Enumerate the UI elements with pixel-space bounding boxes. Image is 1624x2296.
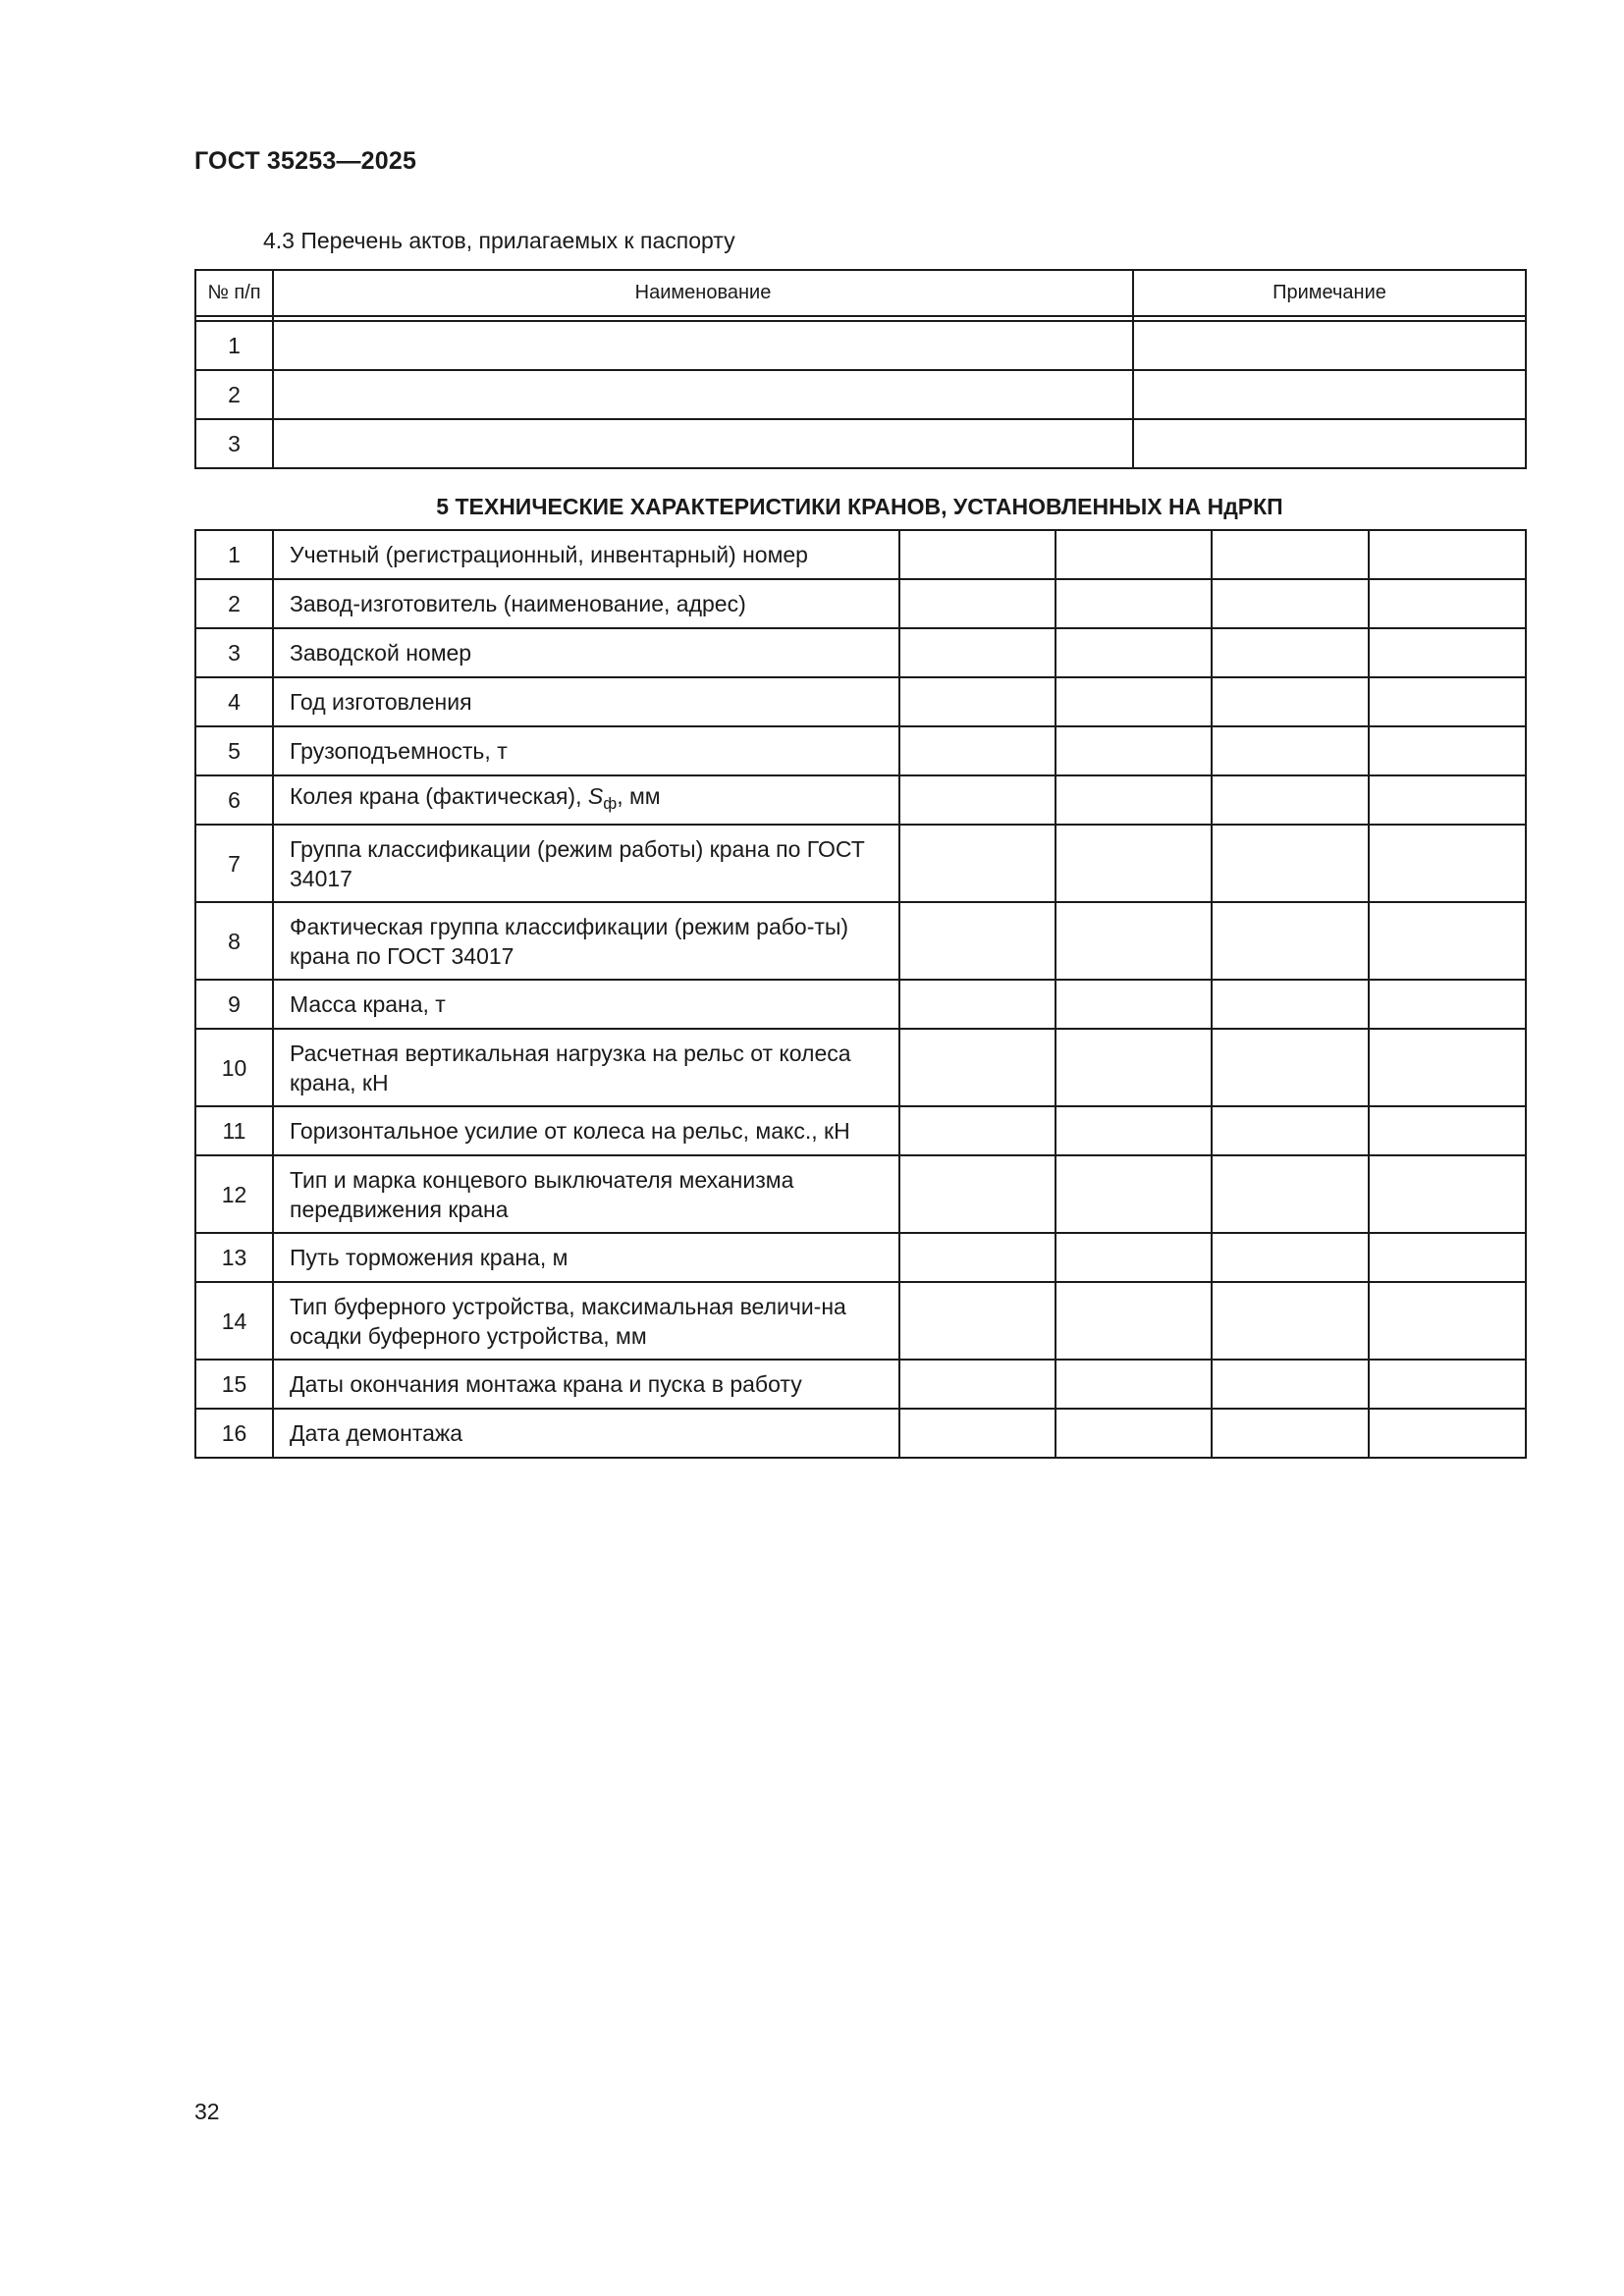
table-row: [195, 579, 1526, 628]
value-cell[interactable]: [1369, 726, 1526, 775]
table-row: [195, 419, 1526, 468]
spec-label: Учетный (регистрационный, инвентарный) номер: [273, 530, 899, 579]
table-row: [195, 726, 1526, 775]
spec-label: Горизонтальное усилие от колеса на рельс, макс., кН: [273, 1106, 899, 1155]
table-row: [195, 321, 1526, 370]
value-cell[interactable]: [899, 677, 1056, 726]
spec-label: Завод-изготовитель (наименование, адрес): [273, 579, 899, 628]
value-cell[interactable]: [1212, 530, 1369, 579]
value-cell[interactable]: [1369, 902, 1526, 980]
value-cell[interactable]: [1056, 1360, 1212, 1409]
row-number: 9: [195, 980, 273, 1029]
value-cell[interactable]: [1056, 775, 1212, 825]
value-cell[interactable]: [1056, 1233, 1212, 1282]
table-row: [195, 1106, 1526, 1155]
value-cell[interactable]: [899, 902, 1056, 980]
value-cell[interactable]: [899, 579, 1056, 628]
value-cell[interactable]: [1056, 980, 1212, 1029]
value-cell[interactable]: [1056, 1029, 1212, 1106]
row-number: 2: [195, 579, 273, 628]
spec-label: Расчетная вертикальная нагрузка на рельс от колеса крана, кН: [273, 1029, 899, 1106]
column-header-name: Наименование: [273, 270, 1133, 316]
value-cell[interactable]: [1056, 1155, 1212, 1233]
specs-section-title: 5 ТЕХНИЧЕСКИЕ ХАРАКТЕРИСТИКИ КРАНОВ, УСТАНОВЛЕННЫХ НА НдРКП: [436, 494, 1283, 519]
table-row: [195, 530, 1526, 579]
track-gauge-symbol: S: [587, 783, 604, 809]
spec-label: Дата демонтажа: [273, 1409, 899, 1458]
value-cell[interactable]: [899, 1029, 1056, 1106]
value-cell[interactable]: [1212, 1106, 1369, 1155]
value-cell[interactable]: [899, 1360, 1056, 1409]
spec-label: Путь торможения крана, м: [273, 1233, 899, 1282]
page-number: 32: [194, 2099, 220, 2124]
row-number: 6: [195, 775, 273, 825]
row-number: 1: [195, 321, 273, 370]
value-cell[interactable]: [1212, 1282, 1369, 1360]
table-row: [195, 628, 1526, 677]
value-cell[interactable]: [1212, 902, 1369, 980]
value-cell[interactable]: [1056, 579, 1212, 628]
value-cell[interactable]: [1212, 1155, 1369, 1233]
acts-table: [194, 269, 1527, 469]
value-cell[interactable]: [1369, 1409, 1526, 1458]
value-cell[interactable]: [899, 628, 1056, 677]
column-header-note: Примечание: [1133, 270, 1526, 316]
table-row: [195, 1233, 1526, 1282]
document-standard-title: ГОСТ 35253—2025: [194, 147, 417, 175]
value-cell[interactable]: [1212, 1029, 1369, 1106]
row-number: 11: [195, 1106, 273, 1155]
row-number: 14: [195, 1282, 273, 1360]
value-cell[interactable]: [1212, 726, 1369, 775]
value-cell[interactable]: [1056, 628, 1212, 677]
table-row: [195, 980, 1526, 1029]
row-number: 13: [195, 1233, 273, 1282]
table-row: [195, 1360, 1526, 1409]
value-cell[interactable]: [1369, 775, 1526, 825]
row-number: 3: [195, 419, 273, 468]
spec-label: Фактическая группа классификации (режим рабо-ты) крана по ГОСТ 34017: [273, 902, 899, 980]
spec-label: Тип буферного устройства, максимальная величи-на осадки буферного устройства, мм: [273, 1282, 899, 1360]
value-cell[interactable]: [1056, 677, 1212, 726]
row-number: 15: [195, 1360, 273, 1409]
spec-label: Грузоподъемность, т: [273, 726, 899, 775]
value-cell[interactable]: [899, 775, 1056, 825]
value-cell[interactable]: [1369, 1029, 1526, 1106]
row-number: 4: [195, 677, 273, 726]
act-note-cell[interactable]: [1133, 370, 1526, 419]
table-row: [195, 1155, 1526, 1233]
acts-list-caption: 4.3 Перечень актов, прилагаемых к паспорту: [263, 228, 735, 253]
row-number: 5: [195, 726, 273, 775]
value-cell[interactable]: [899, 530, 1056, 579]
acts-table-header-row: [195, 270, 1526, 316]
table-row: [195, 1282, 1526, 1360]
value-cell[interactable]: [1056, 1282, 1212, 1360]
table-row: [195, 825, 1526, 902]
spec-label: Год изготовления: [273, 677, 899, 726]
spec-label: Масса крана, т: [273, 980, 899, 1029]
table-row: [195, 775, 1526, 825]
row-number: 1: [195, 530, 273, 579]
value-cell[interactable]: [1369, 980, 1526, 1029]
spec-label: Тип и марка концевого выключателя механизма передвижения крана: [273, 1155, 899, 1233]
value-cell[interactable]: [1369, 1233, 1526, 1282]
value-cell[interactable]: [1369, 530, 1526, 579]
value-cell[interactable]: [1212, 628, 1369, 677]
value-cell[interactable]: [1056, 1106, 1212, 1155]
value-cell[interactable]: [1056, 902, 1212, 980]
act-name-cell[interactable]: [273, 321, 1133, 370]
row-number: 8: [195, 902, 273, 980]
act-name-cell[interactable]: [273, 370, 1133, 419]
value-cell[interactable]: [1369, 628, 1526, 677]
value-cell[interactable]: [899, 980, 1056, 1029]
value-cell[interactable]: [1212, 825, 1369, 902]
row-number: 16: [195, 1409, 273, 1458]
value-cell[interactable]: [1369, 1360, 1526, 1409]
value-cell[interactable]: [1056, 1409, 1212, 1458]
value-cell[interactable]: [899, 1409, 1056, 1458]
value-cell[interactable]: [899, 726, 1056, 775]
value-cell[interactable]: [1056, 726, 1212, 775]
value-cell[interactable]: [1212, 1360, 1369, 1409]
value-cell[interactable]: [1369, 1155, 1526, 1233]
row-number: 12: [195, 1155, 273, 1233]
crane-specs-table: [194, 529, 1527, 1459]
spec-label-prefix: Колея крана (фактическая),: [290, 783, 588, 809]
act-name-cell[interactable]: [273, 419, 1133, 468]
value-cell[interactable]: [1369, 579, 1526, 628]
table-row: [195, 370, 1526, 419]
table-row: [195, 677, 1526, 726]
spec-label: Даты окончания монтажа крана и пуска в работу: [273, 1360, 899, 1409]
value-cell[interactable]: [1212, 677, 1369, 726]
value-cell[interactable]: [1369, 677, 1526, 726]
act-note-cell[interactable]: [1133, 321, 1526, 370]
table-row: [195, 1409, 1526, 1458]
row-number: 2: [195, 370, 273, 419]
table-row: [195, 902, 1526, 980]
spec-label: Группа классификации (режим работы) крана по ГОСТ 34017: [273, 825, 899, 902]
value-cell[interactable]: [1369, 1282, 1526, 1360]
value-cell[interactable]: [1369, 825, 1526, 902]
table-row: [195, 1029, 1526, 1106]
value-cell[interactable]: [1369, 1106, 1526, 1155]
value-cell[interactable]: [1212, 775, 1369, 825]
value-cell[interactable]: [1212, 980, 1369, 1029]
value-cell[interactable]: [1212, 1409, 1369, 1458]
value-cell[interactable]: [1056, 825, 1212, 902]
value-cell[interactable]: [1056, 530, 1212, 579]
value-cell[interactable]: [1212, 1233, 1369, 1282]
value-cell[interactable]: [899, 1106, 1056, 1155]
row-number: 7: [195, 825, 273, 902]
track-gauge-subscript: ф: [603, 794, 618, 813]
column-header-number: № п/п: [195, 270, 273, 316]
value-cell[interactable]: [899, 825, 1056, 902]
value-cell[interactable]: [899, 1282, 1056, 1360]
value-cell[interactable]: [899, 1233, 1056, 1282]
value-cell[interactable]: [1212, 579, 1369, 628]
act-note-cell[interactable]: [1133, 419, 1526, 468]
row-number: 10: [195, 1029, 273, 1106]
spec-label-suffix: , мм: [617, 783, 661, 809]
value-cell[interactable]: [899, 1155, 1056, 1233]
row-number: 3: [195, 628, 273, 677]
spec-label: [273, 775, 899, 825]
spec-label: Заводской номер: [273, 628, 899, 677]
